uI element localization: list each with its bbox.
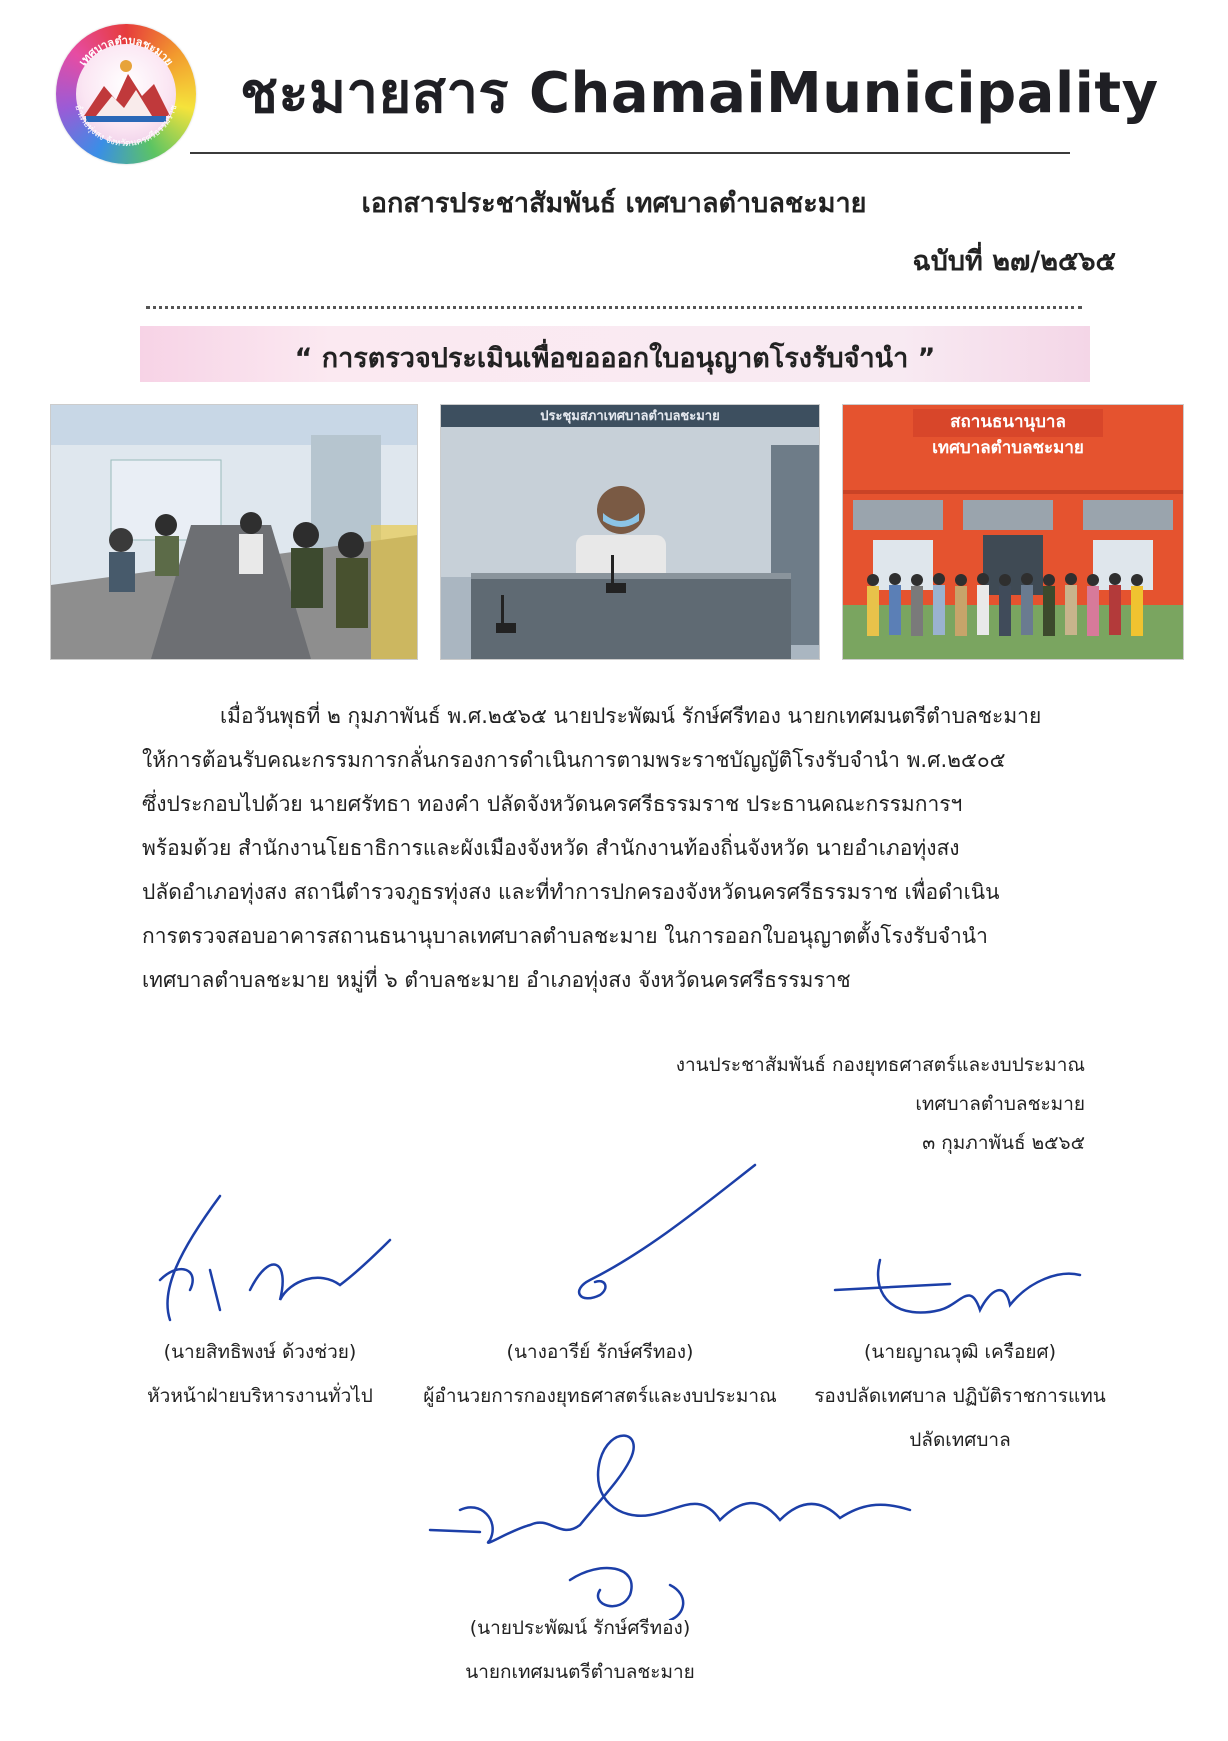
body-line: เทศบาลตำบลชะมาย หมู่ที่ ๖ ตำบลชะมาย อำเภอทุ่งสง จังหวัดนครศรีธรรมราช: [142, 968, 851, 992]
signatory-2: [400, 1330, 800, 1418]
masthead-title: ชะมายสาร ChamaiMunicipality: [240, 61, 1159, 126]
signatory-title: นายกเทศมนตรีตำบลชะมาย: [465, 1661, 695, 1683]
seal-ring-text: [56, 24, 196, 164]
dotted-divider: [146, 306, 1082, 309]
signatory-title: รองปลัดเทศบาล ปฏิบัติราชการแทน: [814, 1385, 1106, 1407]
signature-2-scribble: [560, 1160, 760, 1310]
signature-3-scribble: [830, 1250, 1090, 1340]
municipal-seal-logo: [56, 24, 196, 164]
svg-text:สถานธนานุบาล: สถานธนานุบาล: [950, 412, 1066, 432]
signatory-name: (นางอารีย์ รักษ์ศรีทอง): [506, 1341, 694, 1363]
svg-text:เทศบาลตำบลชะมาย: เทศบาลตำบลชะมาย: [932, 438, 1084, 458]
pr-footer: [600, 1046, 1085, 1163]
signatory-name: (นายญาณวุฒิ เครือยศ): [864, 1341, 1056, 1363]
signatory-title: หัวหน้าฝ่ายบริหารงานทั่วไป: [147, 1385, 373, 1407]
signatory-1: [100, 1330, 420, 1418]
photo-speaker-at-table: [440, 404, 820, 660]
signatory-name: (นายสิทธิพงษ์ ด้วงช่วย): [163, 1341, 357, 1363]
pr-department: งานประชาสัมพันธ์ กองยุทธศาสตร์และงบประมาณ: [675, 1054, 1085, 1076]
signatory-3: [770, 1330, 1150, 1462]
signatory-title-line2: ปลัดเทศบาล: [909, 1429, 1011, 1451]
headline-text: “ การตรวจประเมินเพื่อขอออกใบอนุญาตโรงรับจำนำ ”: [294, 343, 936, 374]
svg-text:อำเภอทุ่งสง จังหวัดนครศรีธรรมร: อำเภอทุ่งสง จังหวัดนครศรีธรรมราช: [72, 103, 180, 150]
issue-number: ฉบับที่ ๒๗/๒๕๖๕: [912, 246, 1116, 277]
document-subtitle: เอกสารประชาสัมพันธ์ เทศบาลตำบลชะมาย: [361, 188, 867, 219]
pr-organization: เทศบาลตำบลชะมาย: [915, 1093, 1085, 1115]
signatory-4: [400, 1606, 760, 1694]
photo-pawnshop-building: [842, 404, 1184, 660]
signatory-name: (นายประพัฒน์ รักษ์ศรีทอง): [469, 1617, 691, 1639]
body-line: เมื่อวันพุธที่ ๒ กุมภาพันธ์ พ.ศ.๒๕๖๕ นายประพัฒน์ รักษ์ศรีทอง นายกเทศมนตรีตำบลชะมาย: [220, 704, 1042, 728]
body-line: ปลัดอำเภอทุ่งสง สถานีตำรวจภูธรทุ่งสง และที่ทำการปกครองจังหวัดนครศรีธรรมราช เพื่อดำเนิน: [142, 880, 1000, 904]
body-line: การตรวจสอบอาคารสถานธนานุบาลเทศบาลตำบลชะมาย ในการออกใบอนุญาตตั้งโรงรับจำนำ: [142, 924, 988, 948]
news-body: [142, 694, 1086, 1002]
svg-text:เทศบาลตำบลชะมาย: เทศบาลตำบลชะมาย: [76, 33, 176, 69]
signature-1-scribble: [140, 1190, 400, 1330]
body-line: พร้อมด้วย สำนักงานโยธาธิการและผังเมืองจังหวัด สำนักงานท้องถิ่นจังหวัด นายอำเภอทุ่งสง: [142, 836, 960, 860]
signatory-title: ผู้อำนวยการกองยุทธศาสตร์และงบประมาณ: [423, 1385, 777, 1407]
body-line: ให้การต้อนรับคณะกรรมการกลั่นกรองการดำเนินการตามพระราชบัญญัติโรงรับจำนำ พ.ศ.๒๕๐๕: [142, 748, 1006, 772]
photo-meeting-room: [50, 404, 418, 660]
masthead-divider: [190, 152, 1070, 154]
pr-date: ๓ กุมภาพันธ์ ๒๕๖๕: [922, 1132, 1085, 1154]
body-line: ซึ่งประกอบไปด้วย นายศรัทธา ทองคำ ปลัดจังหวัดนครศรีธรรมราช ประธานคณะกรรมการฯ: [142, 792, 963, 816]
svg-text:ประชุมสภาเทศบาลตำบลชะมาย: ประชุมสภาเทศบาลตำบลชะมาย: [540, 409, 720, 424]
